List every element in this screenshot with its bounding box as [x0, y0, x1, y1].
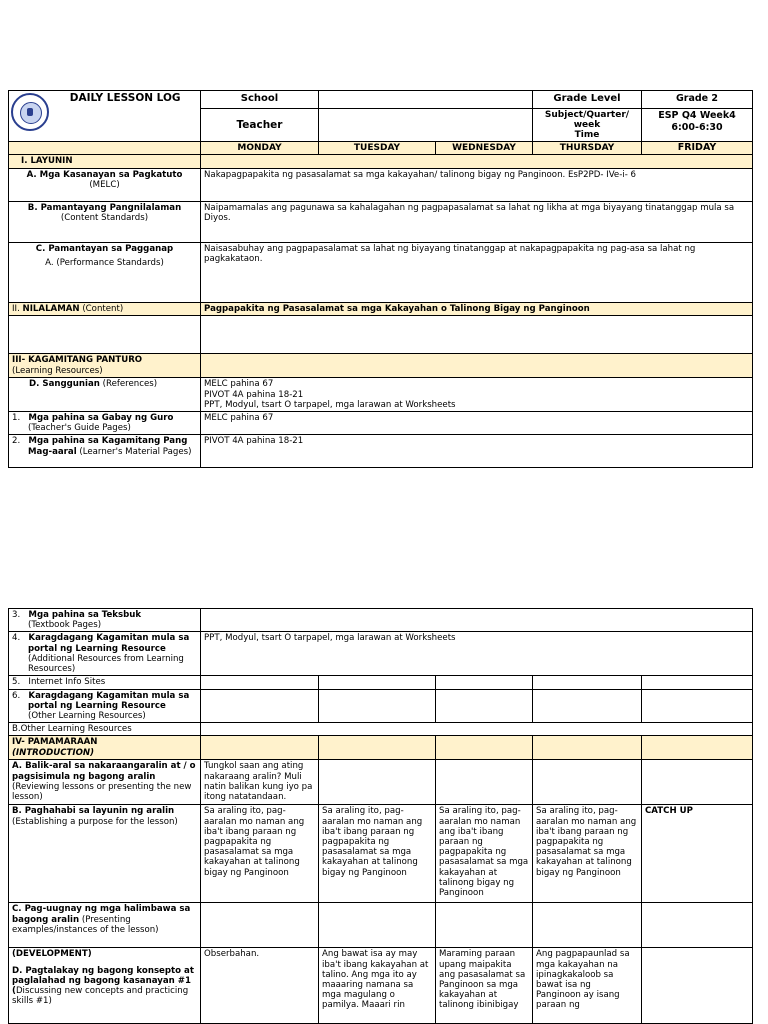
- school-value: [319, 91, 533, 109]
- subject-label: Subject/Quarter/ week: [544, 110, 630, 130]
- examples-wed: [436, 903, 533, 948]
- b-other-resources-blank: [201, 723, 753, 736]
- other-wed: [436, 689, 533, 723]
- textbook-value: [201, 609, 753, 632]
- reference-line: PIVOT 4A pahina 18-21: [204, 389, 304, 400]
- intro-wed: [436, 736, 533, 760]
- discussion-sub: Discussing new concepts and practicing skills #1): [12, 986, 189, 1007]
- learners-material-sub: (Learner's Material Pages): [79, 446, 192, 457]
- document-title: DAILY LESSON LOG: [69, 91, 181, 104]
- grade-level-value: Grade 2: [642, 91, 753, 109]
- review-label-cell: [9, 760, 201, 805]
- blank-left: [9, 316, 201, 354]
- teacher-label: Teacher: [201, 109, 319, 142]
- review-thu: [533, 760, 642, 805]
- intro-tue: [319, 736, 436, 760]
- internet-wed: [436, 676, 533, 689]
- kagamitan-heading: III- KAGAMITANG PANTURO: [12, 355, 143, 366]
- melc-sub: (MELC): [89, 180, 120, 191]
- discussion-thursday: Ang pagpapaunlad sa mga kakayahan na ipinagkakaloob sa bawat isa ng Panginoon ay isang paraan ng: [533, 948, 642, 1024]
- purpose-friday: CATCH UP: [642, 805, 753, 903]
- other-resources-title: Karagdagang Kagamitan mula sa portal ng Learning Resource: [28, 690, 190, 711]
- content-standards-label-cell: [9, 202, 201, 243]
- layunin-blank: [201, 155, 753, 169]
- examples-title: C. Pag-uugnay ng mga halimbawa sa bagong aralin: [12, 904, 191, 925]
- references-sub: (References): [102, 379, 158, 390]
- purpose-sub: (Establishing a purpose for the lesson): [12, 816, 178, 827]
- reference-line: MELC pahina 67: [204, 379, 274, 390]
- deped-seal-logo: [11, 93, 49, 131]
- textbook-sub: (Textbook Pages): [28, 620, 102, 631]
- review-wed: [436, 760, 533, 805]
- day-thursday: THURSDAY: [533, 142, 642, 155]
- references-title: D. Sanggunian: [29, 379, 100, 390]
- day-friday: FRIDAY: [642, 142, 753, 155]
- teachers-guide-value: MELC pahina 67: [201, 412, 753, 435]
- content-standards-value: Naipamamalas ang pagunawa sa kahalagahan ng pagpapasalamat sa lahat ng likha at mga biyayang tinatanggap mula sa Diyos.: [201, 202, 753, 243]
- internet-sites-title: Internet Info Sites: [28, 677, 106, 688]
- other-resources-label-cell: 6. Karagdagang Kagamitan mula sa portal ng Learning Resource (Other Learning Resources): [9, 689, 201, 723]
- performance-standards-label-cell: [9, 243, 201, 303]
- discussion-tuesday: Ang bawat isa ay may iba't ibang kakayahan at talino. Ang mga ito ay maaaring namana sa mga magulang o pamilya. Maaari rin: [319, 948, 436, 1024]
- learners-material-title: Mga pahina sa Kagamitang Pang Mag-aaral: [28, 436, 188, 457]
- nilalaman-label: NILALAMAN: [22, 304, 80, 315]
- review-fri: [642, 760, 753, 805]
- performance-standards-sub: A. (Performance Standards): [45, 258, 164, 269]
- purpose-monday: Sa araling ito, pag-aaralan mo naman ang iba't ibang paraan ng pagpapakita ng pasasalamat sa mga kakayahan at talinong bigay ng Panginoon: [201, 805, 319, 903]
- purpose-thursday: Sa araling ito, pag-aaralan mo naman ang iba't ibang paraan ng pagpapakita ng pasasalamat sa mga kakayahan at talinong bigay ng Panginoon: [533, 805, 642, 903]
- blank-right: [201, 316, 753, 354]
- review-sub: (Reviewing lessons or presenting the new lesson): [12, 781, 192, 803]
- content-standards-sub: (Content Standards): [60, 213, 149, 224]
- internet-fri: [642, 676, 753, 689]
- review-tue: [319, 760, 436, 805]
- examples-tue: [319, 903, 436, 948]
- additional-resources-sub: (Additional Resources from Learning Resources): [28, 653, 184, 675]
- nilalaman-value: Pagpapakita ng Pasasalamat sa mga Kakayahan o Talinong Bigay ng Panginoon: [201, 303, 753, 316]
- learners-material-value: PIVOT 4A pahina 18-21: [201, 435, 753, 468]
- discussion-monday: Obserbahan.: [201, 948, 319, 1024]
- introduction-heading: (INTRODUCTION): [12, 747, 95, 758]
- teachers-guide-title: Mga pahina sa Gabay ng Guro: [28, 413, 174, 424]
- melc-label-cell: [9, 169, 201, 202]
- discussion-label-cell: [9, 948, 201, 1024]
- intro-mon: [201, 736, 319, 760]
- discussion-friday: [642, 948, 753, 1024]
- discussion-title: D. Pagtalakay ng bagong konsepto at paglalahad ng bagong kasanayan #1 (: [12, 965, 194, 997]
- lesson-log-table-bottom: [8, 608, 753, 1024]
- internet-tue: [319, 676, 436, 689]
- nilalaman-sub: (Content): [82, 304, 124, 315]
- teachers-guide-label-cell: 1. Mga pahina sa Gabay ng Guro (Teacher's Guide Pages): [9, 412, 201, 435]
- pamamaraan-heading: IV- PAMAMARAAN: [12, 737, 98, 748]
- melc-title: A. Mga Kasanayan sa Pagkatuto: [26, 170, 183, 181]
- time-label: Time: [574, 130, 600, 140]
- additional-resources-label-cell: 4. Karagdagang Kagamitan mula sa portal ng Learning Resource (Additional Resources from Learning Resources): [9, 632, 201, 676]
- intro-thu: [533, 736, 642, 760]
- internet-sites-label-cell: 5. Internet Info Sites: [9, 676, 201, 689]
- internet-mon: [201, 676, 319, 689]
- day-wednesday: WEDNESDAY: [436, 142, 533, 155]
- textbook-title: Mga pahina sa Teksbuk: [28, 610, 142, 620]
- textbook-label-cell: 3. Mga pahina sa Teksbuk (Textbook Pages): [9, 609, 201, 632]
- performance-standards-value: Naisasabuhay ang pagpapasalamat sa lahat ng biyayang tinatanggap at nakapagpapakita ng pag-asa sa lahat ng pagkakataon.: [201, 243, 753, 303]
- content-standards-title: B. Pamantayang Pangnilalaman: [27, 203, 182, 214]
- other-fri: [642, 689, 753, 723]
- purpose-title: B. Paghahabi sa layunin ng aralin: [12, 806, 175, 817]
- subject-time-label-cell: [533, 109, 642, 142]
- discussion-wednesday: Maraming paraan upang maipakita ang pasasalamat sa Panginoon sa mga kakayahan at talinong ibinibigay: [436, 948, 533, 1024]
- internet-thu: [533, 676, 642, 689]
- intro-fri: [642, 736, 753, 760]
- lesson-log-table-top: [8, 90, 753, 468]
- grade-level-label: Grade Level: [533, 91, 642, 109]
- references-value-cell: [201, 378, 753, 412]
- purpose-label-cell: [9, 805, 201, 903]
- other-mon: [201, 689, 319, 723]
- nilalaman-num: II.: [12, 304, 20, 315]
- day-monday: MONDAY: [201, 142, 319, 155]
- additional-resources-value: PPT, Modyul, tsart O tarpapel, mga larawan at Worksheets: [201, 632, 753, 676]
- review-monday: Tungkol saan ang ating nakaraang aralin? Muli natin balikan kung iyo pa itong natatandaan.: [201, 760, 319, 805]
- examples-fri: [642, 903, 753, 948]
- examples-mon: [201, 903, 319, 948]
- melc-value: Nakapagpapakita ng pasasalamat sa mga kakayahan/ talinong bigay ng Panginoon. EsP2PD- IVe-i- 6: [201, 169, 753, 202]
- learners-material-label-cell: 2. Mga pahina sa Kagamitang Pang Mag-aaral (Learner's Material Pages): [9, 435, 201, 468]
- kagamitan-heading-cell: [9, 354, 201, 378]
- logo-title-cell: [9, 91, 201, 142]
- reference-line: PPT, Modyul, tsart O tarpapel, mga larawan at Worksheets: [204, 399, 456, 410]
- examples-thu: [533, 903, 642, 948]
- references-label-cell: [9, 378, 201, 412]
- other-tue: [319, 689, 436, 723]
- time-value: 6:00-6:30: [671, 122, 723, 133]
- purpose-wednesday: Sa araling ito, pag-aaralan mo naman ang iba't ibang paraan ng pagpapakita ng pasasalamat sa mga kakayahan at talinong bigay ng Panginoon: [436, 805, 533, 903]
- pamamaraan-heading-cell: [9, 736, 201, 760]
- subject-value: ESP Q4 Week4: [658, 110, 736, 121]
- days-blank: [9, 142, 201, 155]
- day-tuesday: TUESDAY: [319, 142, 436, 155]
- other-thu: [533, 689, 642, 723]
- examples-sub: (Presenting examples/instances of the lesson): [12, 914, 159, 935]
- kagamitan-sub: (Learning Resources): [12, 365, 103, 376]
- layunin-heading: I. LAYUNIN: [9, 155, 201, 169]
- subject-time-value-cell: [642, 109, 753, 142]
- purpose-tuesday: Sa araling ito, pag-aaralan mo naman ang iba't ibang paraan ng pagpapakita ng pasasalamat sa mga kakayahan at talinong bigay ng Panginoon: [319, 805, 436, 903]
- kagamitan-blank: [201, 354, 753, 378]
- performance-standards-title: C. Pamantayan sa Pagganap: [35, 244, 174, 255]
- additional-resources-title: Karagdagang Kagamitan mula sa portal ng Learning Resource: [28, 633, 190, 654]
- other-resources-sub: (Other Learning Resources): [28, 711, 146, 722]
- b-other-resources-label: B.Other Learning Resources: [9, 723, 201, 736]
- examples-label-cell: [9, 903, 201, 948]
- teacher-value: [319, 109, 533, 142]
- teachers-guide-sub: (Teacher's Guide Pages): [28, 423, 131, 434]
- review-title: A. Balik-aral sa nakaraangaralin at / o pagsisimula ng bagong aralin: [12, 761, 196, 782]
- development-heading: (DEVELOPMENT): [12, 949, 92, 960]
- nilalaman-label-cell: [9, 303, 201, 316]
- school-label: School: [201, 91, 319, 109]
